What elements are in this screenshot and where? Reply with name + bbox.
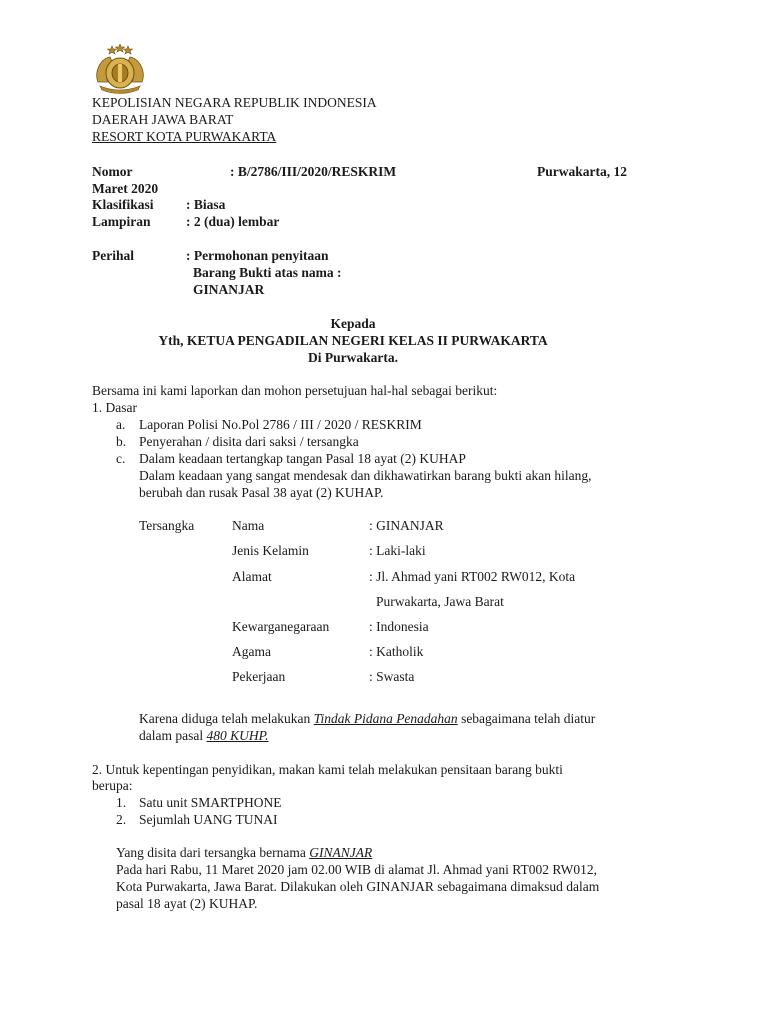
nomor-value: : B/2786/III/2020/RESKRIM bbox=[230, 164, 397, 179]
dasar-item-marker: b. bbox=[116, 434, 127, 449]
evidence-item-marker: 1. bbox=[116, 795, 127, 810]
suspect-row-value: : Katholik bbox=[369, 644, 424, 659]
dasar-c-continuation-1: Dalam keadaan yang sangat mendesak dan dikhawatirkan barang bukti akan hilang, bbox=[139, 468, 592, 483]
lampiran-value: : 2 (dua) lembar bbox=[186, 214, 280, 229]
dasar-item-text: Laporan Polisi No.Pol 2786 / III / 2020 / RESKRIM bbox=[139, 417, 422, 432]
suspect-row-value: : Indonesia bbox=[369, 619, 429, 634]
intro-paragraph: Bersama ini kami laporkan dan mohon persetujuan hal-hal sebagai berikut: bbox=[92, 383, 498, 398]
klasifikasi-label: Klasifikasi bbox=[92, 197, 154, 212]
perihal-line-2: Barang Bukti atas nama : bbox=[193, 265, 342, 280]
police-emblem-logo bbox=[92, 44, 148, 94]
place-date-cont: Maret 2020 bbox=[92, 181, 159, 196]
charge-text: Karena diduga telah melakukan bbox=[139, 711, 314, 726]
suspect-row-value: : Jl. Ahmad yani RT002 RW012, Kota bbox=[369, 569, 576, 584]
perihal-line-3: GINANJAR bbox=[193, 282, 265, 297]
charge-line-2 bbox=[139, 727, 269, 744]
dasar-heading: 1. Dasar bbox=[92, 400, 137, 415]
suspect-row-value: : Swasta bbox=[369, 669, 415, 684]
charge-pasal-text: dalam pasal bbox=[139, 728, 207, 743]
suspect-row-label: Kewarganegaraan bbox=[232, 619, 330, 634]
dasar-item-text: Penyerahan / disita dari saksi / tersangka bbox=[139, 434, 359, 449]
dasar-item-marker: c. bbox=[116, 451, 126, 466]
detail-line-3: pasal 18 ayat (2) KUHAP. bbox=[116, 896, 258, 911]
klasifikasi-value: : Biasa bbox=[186, 197, 226, 212]
charge-text-post: sebagaimana telah diatur bbox=[457, 711, 596, 726]
seized-line bbox=[116, 844, 372, 861]
evidence-item-text: Satu unit SMARTPHONE bbox=[139, 795, 282, 810]
dasar-item-marker: a. bbox=[116, 417, 126, 432]
recipient-kepada: Kepada bbox=[330, 316, 376, 331]
header-line-2: DAERAH JAWA BARAT bbox=[92, 112, 234, 127]
suspect-row-label: Nama bbox=[232, 518, 265, 533]
lampiran-label: Lampiran bbox=[92, 214, 151, 229]
recipient-yth: Yth, KETUA PENGADILAN NEGERI KELAS II PURWAKARTA bbox=[158, 333, 548, 348]
suspect-label: Tersangka bbox=[139, 518, 195, 533]
perihal-line-1: : Permohonan penyitaan bbox=[186, 248, 329, 263]
charge-link-pasal: 480 KUHP. bbox=[206, 728, 269, 743]
dasar-c-continuation-2: berubah dan rusak Pasal 38 ayat (2) KUHAP. bbox=[139, 485, 384, 500]
header-line-3: RESORT KOTA PURWAKARTA bbox=[92, 129, 277, 144]
suspect-row-label: Alamat bbox=[232, 569, 272, 584]
suspect-row-value: Purwakarta, Jawa Barat bbox=[376, 594, 504, 609]
item2-line-2: berupa: bbox=[92, 778, 133, 793]
recipient-place: Di Purwakarta. bbox=[308, 350, 398, 365]
seized-name: GINANJAR bbox=[309, 845, 373, 860]
suspect-row-label: Agama bbox=[232, 644, 271, 659]
suspect-row-value: : GINANJAR bbox=[369, 518, 444, 533]
detail-line-2: Kota Purwakarta, Jawa Barat. Dilakukan oleh GINANJAR sebagaimana dimaksud dalam bbox=[116, 879, 600, 894]
suspect-row-label: Jenis Kelamin bbox=[232, 543, 309, 558]
charge-link-tindak-pidana: Tindak Pidana Penadahan bbox=[313, 711, 458, 726]
evidence-item-text: Sejumlah UANG TUNAI bbox=[139, 812, 278, 827]
seized-text: Yang disita dari tersangka bernama bbox=[116, 845, 310, 860]
charge-line-1 bbox=[139, 710, 595, 727]
suspect-row-value: : Laki-laki bbox=[369, 543, 426, 558]
suspect-row-label: Pekerjaan bbox=[232, 669, 286, 684]
place-date: Purwakarta, 12 bbox=[537, 164, 627, 179]
item2-line-1: 2. Untuk kepentingan penyidikan, makan kami telah melakukan pensitaan barang bukti bbox=[92, 762, 563, 777]
detail-line-1: Pada hari Rabu, 11 Maret 2020 jam 02.00 WIB di alamat Jl. Ahmad yani RT002 RW012, bbox=[116, 862, 597, 877]
dasar-item-text: Dalam keadaan tertangkap tangan Pasal 18 ayat (2) KUHAP bbox=[139, 451, 466, 466]
perihal-label: Perihal bbox=[92, 248, 134, 263]
evidence-item-marker: 2. bbox=[116, 812, 127, 827]
header-line-1: KEPOLISIAN NEGARA REPUBLIK INDONESIA bbox=[92, 95, 377, 110]
nomor-label: Nomor bbox=[92, 164, 133, 179]
